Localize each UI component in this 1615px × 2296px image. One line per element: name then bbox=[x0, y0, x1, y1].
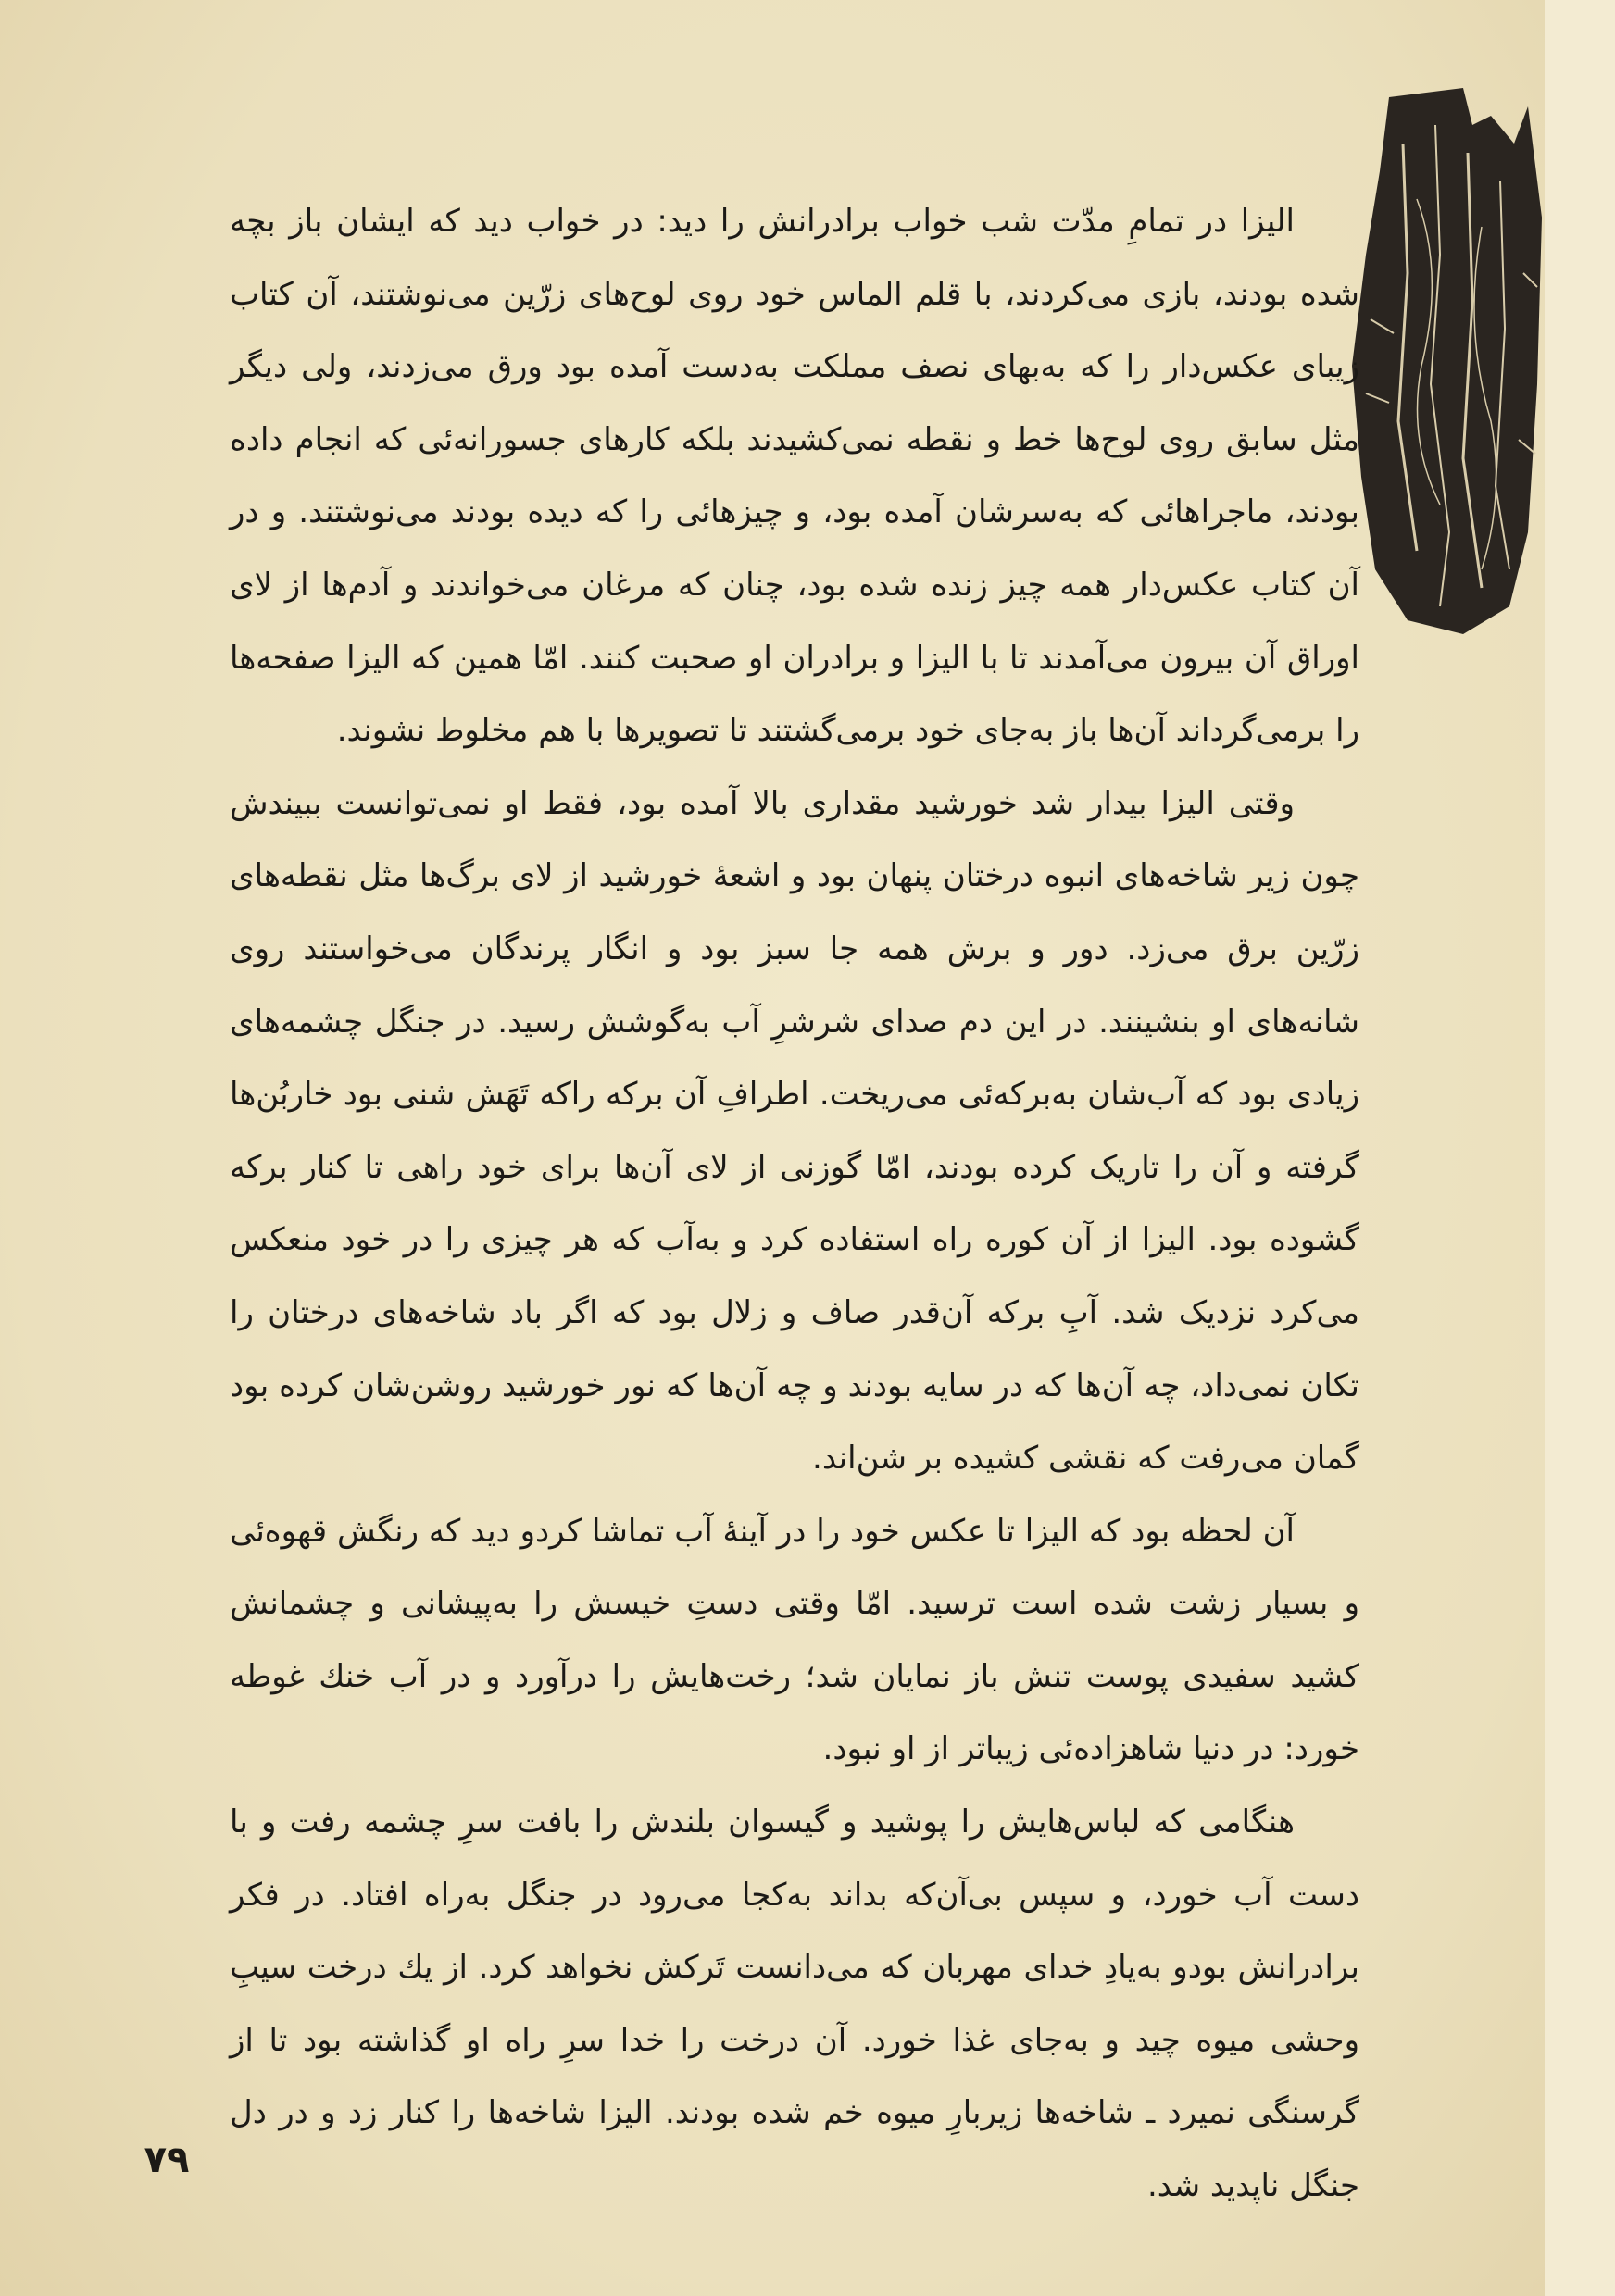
paragraph-1: الیزا در تمامِ مدّت شب خواب برادرانش را دید: در خواب دید که ایشان باز بچه شده بودند، بازی می‌کردند، با قلم الماس خود روی لوح‌های زرّین می‌نوشتند، آن کتاب زیبای عکس‌دار را که به‌بهای نصف مملکت به‌دست آمده بود ورق می‌زدند، ولی دیگر مثل سابق روی لوح‌ها خط و نقطه نمی‌کشیدند بلکه کارهای جسورانه‌ئی که انجام داده بودند، ماجراهائی که به‌سرشان آمده بود، و چیزهائی را که دیده بودند می‌نوشتند. و در آن کتاب عکس‌دار همه چیز زنده شده بود، چنان که مرغان می‌خواندند و آدم‌ها از لای اوراق آن بیرون می‌آمدند تا با الیزا و برادران او صحبت کنند. امّا همین که الیزا صفحه‌ها را برمی‌گرداند آن‌ها باز به‌جای خود برمی‌گشتند تا تصویرها با هم مخلوط نشوند. bbox=[230, 203, 1359, 750]
body-text bbox=[230, 185, 1359, 2223]
paragraph-4: هنگامی که لباس‌هایش را پوشید و گیسوان بلندش را بافت سرِ چشمه رفت و با دست آب خورد، و سپس بی‌آن‌که بداند به‌کجا می‌رود در جنگل به‌راه افتاد. در فکر برادرانش بودو به‌یادِ خدای مهربان که می‌دانست تَرکش نخواهد کرد. از یك درخت سیبِ وحشی میوه چید و به‌جای غذا خورد. آن درخت را خدا سرِ راه او گذاشته بود تا از گرسنگی نمیرد ـ شاخه‌ها زیربارِ میوه خم شده بودند. الیزا شاخه‌ها را کنار زد و در دل جنگل ناپدید شد. bbox=[230, 1803, 1359, 2205]
page-edge bbox=[1545, 0, 1615, 2296]
paragraph-3: آن لحظه بود که الیزا تا عکس خود را در آینهٔ آب تماشا کردو دید که رنگش قهوه‌ئی و بسیار زشت شده است ترسید. امّا وقتی دستِ خیسش را به‌پیشانی و چشمانش کشید سفیدی پوست تنش باز نمایان شد؛ رخت‌هایش را درآورد و در آب خنك غوطه خورد: در دنیا شاهزاده‌ئی زیباتر از او نبود. bbox=[230, 1512, 1359, 1768]
page-number: ۷۹ bbox=[144, 2139, 190, 2181]
paragraph-2: وقتی الیزا بیدار شد خورشید مقداری بالا آمده بود، فقط او نمی‌توانست ببیندش چون زیر شاخه‌های انبوه درختان پنهان بود و اشعهٔ خورشید از لای برگ‌ها مثل نقطه‌های زرّین برق می‌زد. دور و برش همه جا سبز بود و انگار پرندگان می‌خواستند روی شانه‌های او بنشینند. در این دم صدای شرشرِ آب به‌گوشش رسید. در جنگل چشمه‌های زیادی بود که آب‌شان به‌برکه‌ئی می‌ریخت. اطرافِ آن برکه راکه تَهَش شنی بود خاربُن‌ها گرفته و آن را تاریک کرده بودند، امّا گوزنی از لای آن‌ها برای خود راهی تا کنار برکه گشوده بود. الیزا از آن کوره راه استفاده کرد و به‌آب که هر چیزی را در خود منعکس می‌کرد نزدیک شد. آبِ برکه آن‌قدر صاف و زلال بود که اگر باد شاخه‌های درختان را تکان نمی‌داد، چه آن‌ها که در سایه بودند و چه آن‌ها که نور خورشید روشن‌شان کرده بود گمان می‌رفت که نقشی کشیده بر شن‌اند. bbox=[230, 784, 1359, 1478]
woodcut-illustration bbox=[1352, 88, 1546, 643]
